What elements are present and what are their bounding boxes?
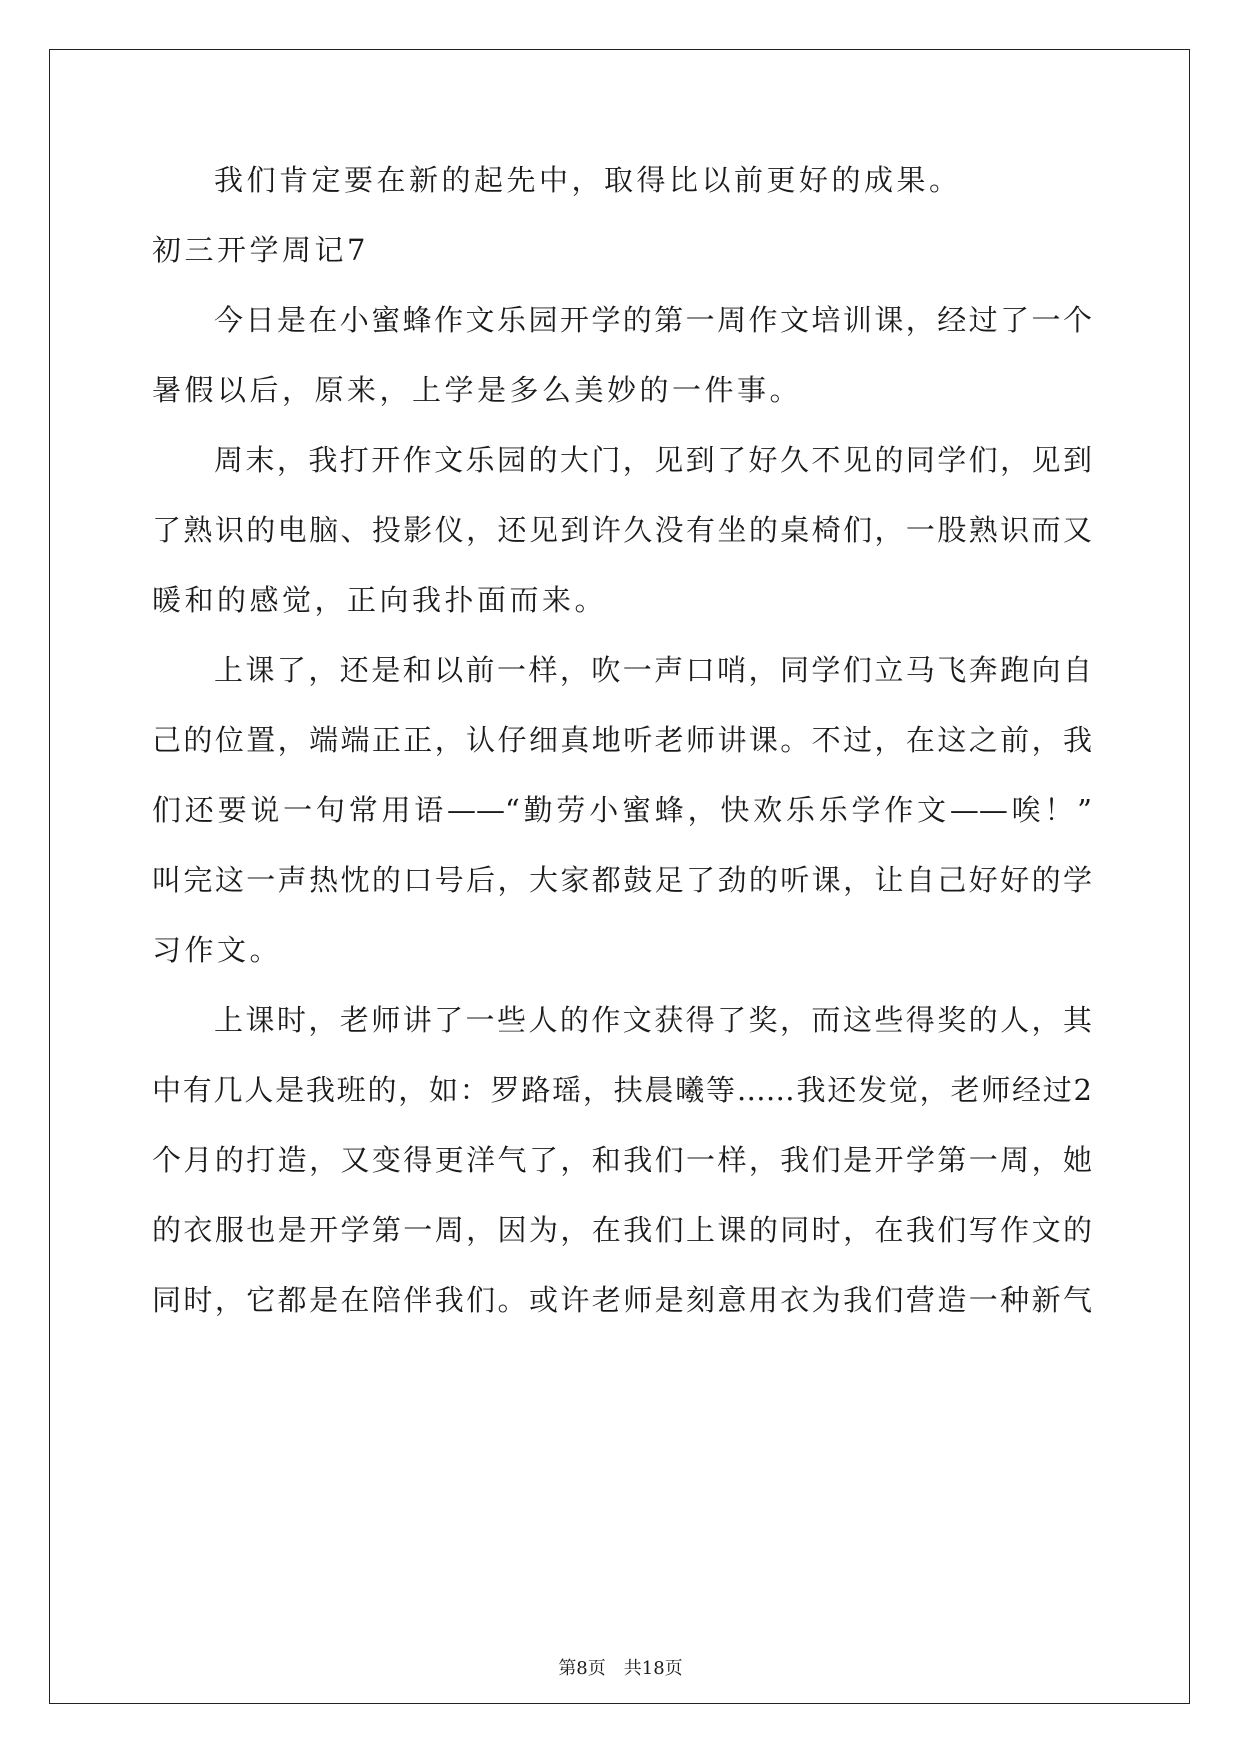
paragraph-line: 己的位置，端端正正，认仔细真地听老师讲课。不过，在这之前，我: [152, 723, 1092, 757]
paragraph-line: 们还要说一句常用语——“勤劳小蜜蜂，快欢乐乐学作文——唉！”: [152, 793, 1092, 827]
paragraph-line: 周末，我打开作文乐园的大门，见到了好久不见的同学们，见到: [214, 443, 1092, 477]
paragraph-line: 上课时，老师讲了一些人的作文获得了奖，而这些得奖的人，其: [214, 1003, 1092, 1037]
paragraph-line: 上课了，还是和以前一样，吹一声口哨，同学们立马飞奔跑向自: [214, 653, 1092, 687]
paragraph-line: 的衣服也是开学第一周，因为，在我们上课的同时，在我们写作文的: [152, 1213, 1092, 1247]
paragraph-line: 了熟识的电脑、投影仪，还见到许久没有坐的桌椅们，一股熟识而又: [152, 513, 1092, 547]
paragraph-line: 暑假以后，原来，上学是多么美妙的一件事。: [152, 373, 803, 407]
section-heading: 初三开学周记7: [152, 233, 369, 267]
paragraph-line: 暖和的感觉，正向我扑面而来。: [152, 583, 608, 617]
paragraph-line: 习作文。: [152, 933, 283, 967]
paragraph-line: 同时，它都是在陪伴我们。或许老师是刻意用衣为我们营造一种新气: [152, 1283, 1092, 1317]
page-total: 共18页: [623, 1658, 683, 1679]
paragraph-line: 个月的打造，又变得更洋气了，和我们一样，我们是开学第一周，她: [152, 1143, 1092, 1177]
page-number: 第8页: [558, 1658, 606, 1679]
paragraph-line: 叫完这一声热忱的口号后，大家都鼓足了劲的听课，让自己好好的学: [152, 863, 1092, 897]
paragraph-line: 我们肯定要在新的起先中，取得比以前更好的成果。: [214, 163, 962, 197]
page-footer: [0, 1658, 1241, 1680]
paragraph-line: 中有几人是我班的，如：罗路瑶，扶晨曦等……我还发觉，老师经过2: [152, 1073, 1092, 1107]
paragraph-line: 今日是在小蜜蜂作文乐园开学的第一周作文培训课，经过了一个: [214, 303, 1092, 337]
